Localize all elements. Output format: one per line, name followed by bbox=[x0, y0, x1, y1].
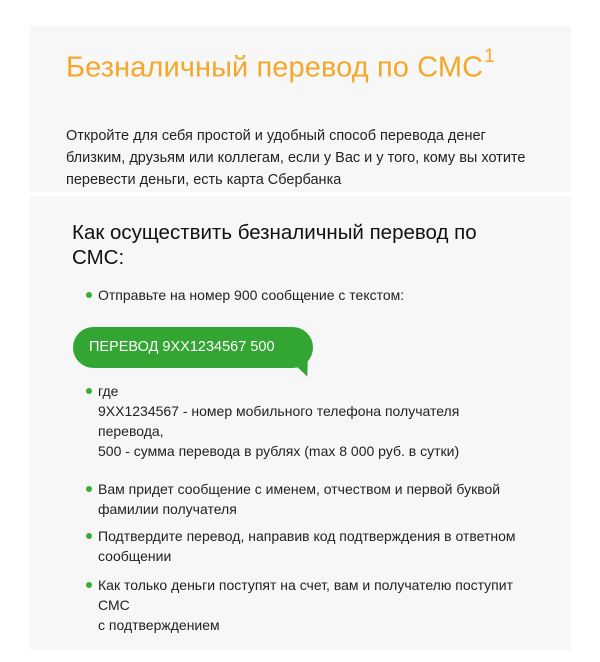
step-text-line: сообщении bbox=[98, 548, 172, 564]
step-text: Отправьте на номер 900 сообщение с текстом: bbox=[98, 287, 405, 303]
green-dot-icon bbox=[86, 388, 92, 394]
step-text-line: СМС bbox=[98, 597, 130, 613]
step-text-line: Вам придет сообщение с именем, отчеством и первой буквой bbox=[98, 481, 501, 497]
step-list bbox=[86, 381, 546, 461]
step-text-line: фамилии получателя bbox=[98, 501, 237, 517]
green-dot-icon bbox=[86, 533, 92, 539]
intro-line: перевести деньги, есть карта Сбербанка bbox=[66, 172, 342, 188]
sms-command-text: ПЕРЕВОД 9XX1234567 500 bbox=[73, 327, 313, 368]
step-list bbox=[86, 285, 546, 305]
green-dot-icon bbox=[86, 582, 92, 588]
title-footnote-marker: 1 bbox=[484, 46, 495, 67]
heading-line: Как осуществить безналичный перевод по bbox=[72, 221, 477, 244]
intro-text bbox=[66, 125, 546, 191]
step-text-line: где bbox=[98, 383, 119, 399]
intro-card bbox=[30, 26, 571, 192]
how-to-heading bbox=[72, 220, 512, 270]
intro-line: Откройте для себя простой и удобный способ перевода денег bbox=[66, 128, 486, 144]
step-list bbox=[86, 526, 546, 566]
page-title bbox=[66, 46, 495, 85]
green-dot-icon bbox=[86, 292, 92, 298]
green-dot-icon bbox=[86, 486, 92, 492]
step-explanation bbox=[86, 381, 546, 461]
step-notification bbox=[86, 575, 546, 635]
step-list bbox=[86, 479, 546, 519]
step-text-line: перевода, bbox=[98, 423, 164, 439]
step-list bbox=[86, 575, 546, 635]
step-send-sms bbox=[86, 285, 546, 305]
step-text-line: с подтверждением bbox=[98, 617, 220, 633]
heading-line: СМС: bbox=[72, 246, 125, 269]
page-title-text: Безналичный перевод по СМС bbox=[66, 51, 484, 84]
step-text-line: Подтвердите перевод, направив код подтверждения в ответном bbox=[98, 528, 516, 544]
step-text-line: Как только деньги поступят на счет, вам и получателю поступит bbox=[98, 577, 513, 593]
how-to-card bbox=[30, 196, 571, 650]
sms-speech-bubble bbox=[73, 327, 315, 379]
step-receive-name bbox=[86, 479, 546, 519]
intro-line: близким, друзьям или коллегам, если у Вас и у того, кому вы хотите bbox=[66, 150, 526, 166]
step-text-line: 500 - сумма перевода в рублях (max 8 000 руб. в сутки) bbox=[98, 443, 460, 459]
step-confirm bbox=[86, 526, 546, 566]
step-text-line: 9XX1234567 - номер мобильного телефона получателя bbox=[98, 403, 460, 419]
